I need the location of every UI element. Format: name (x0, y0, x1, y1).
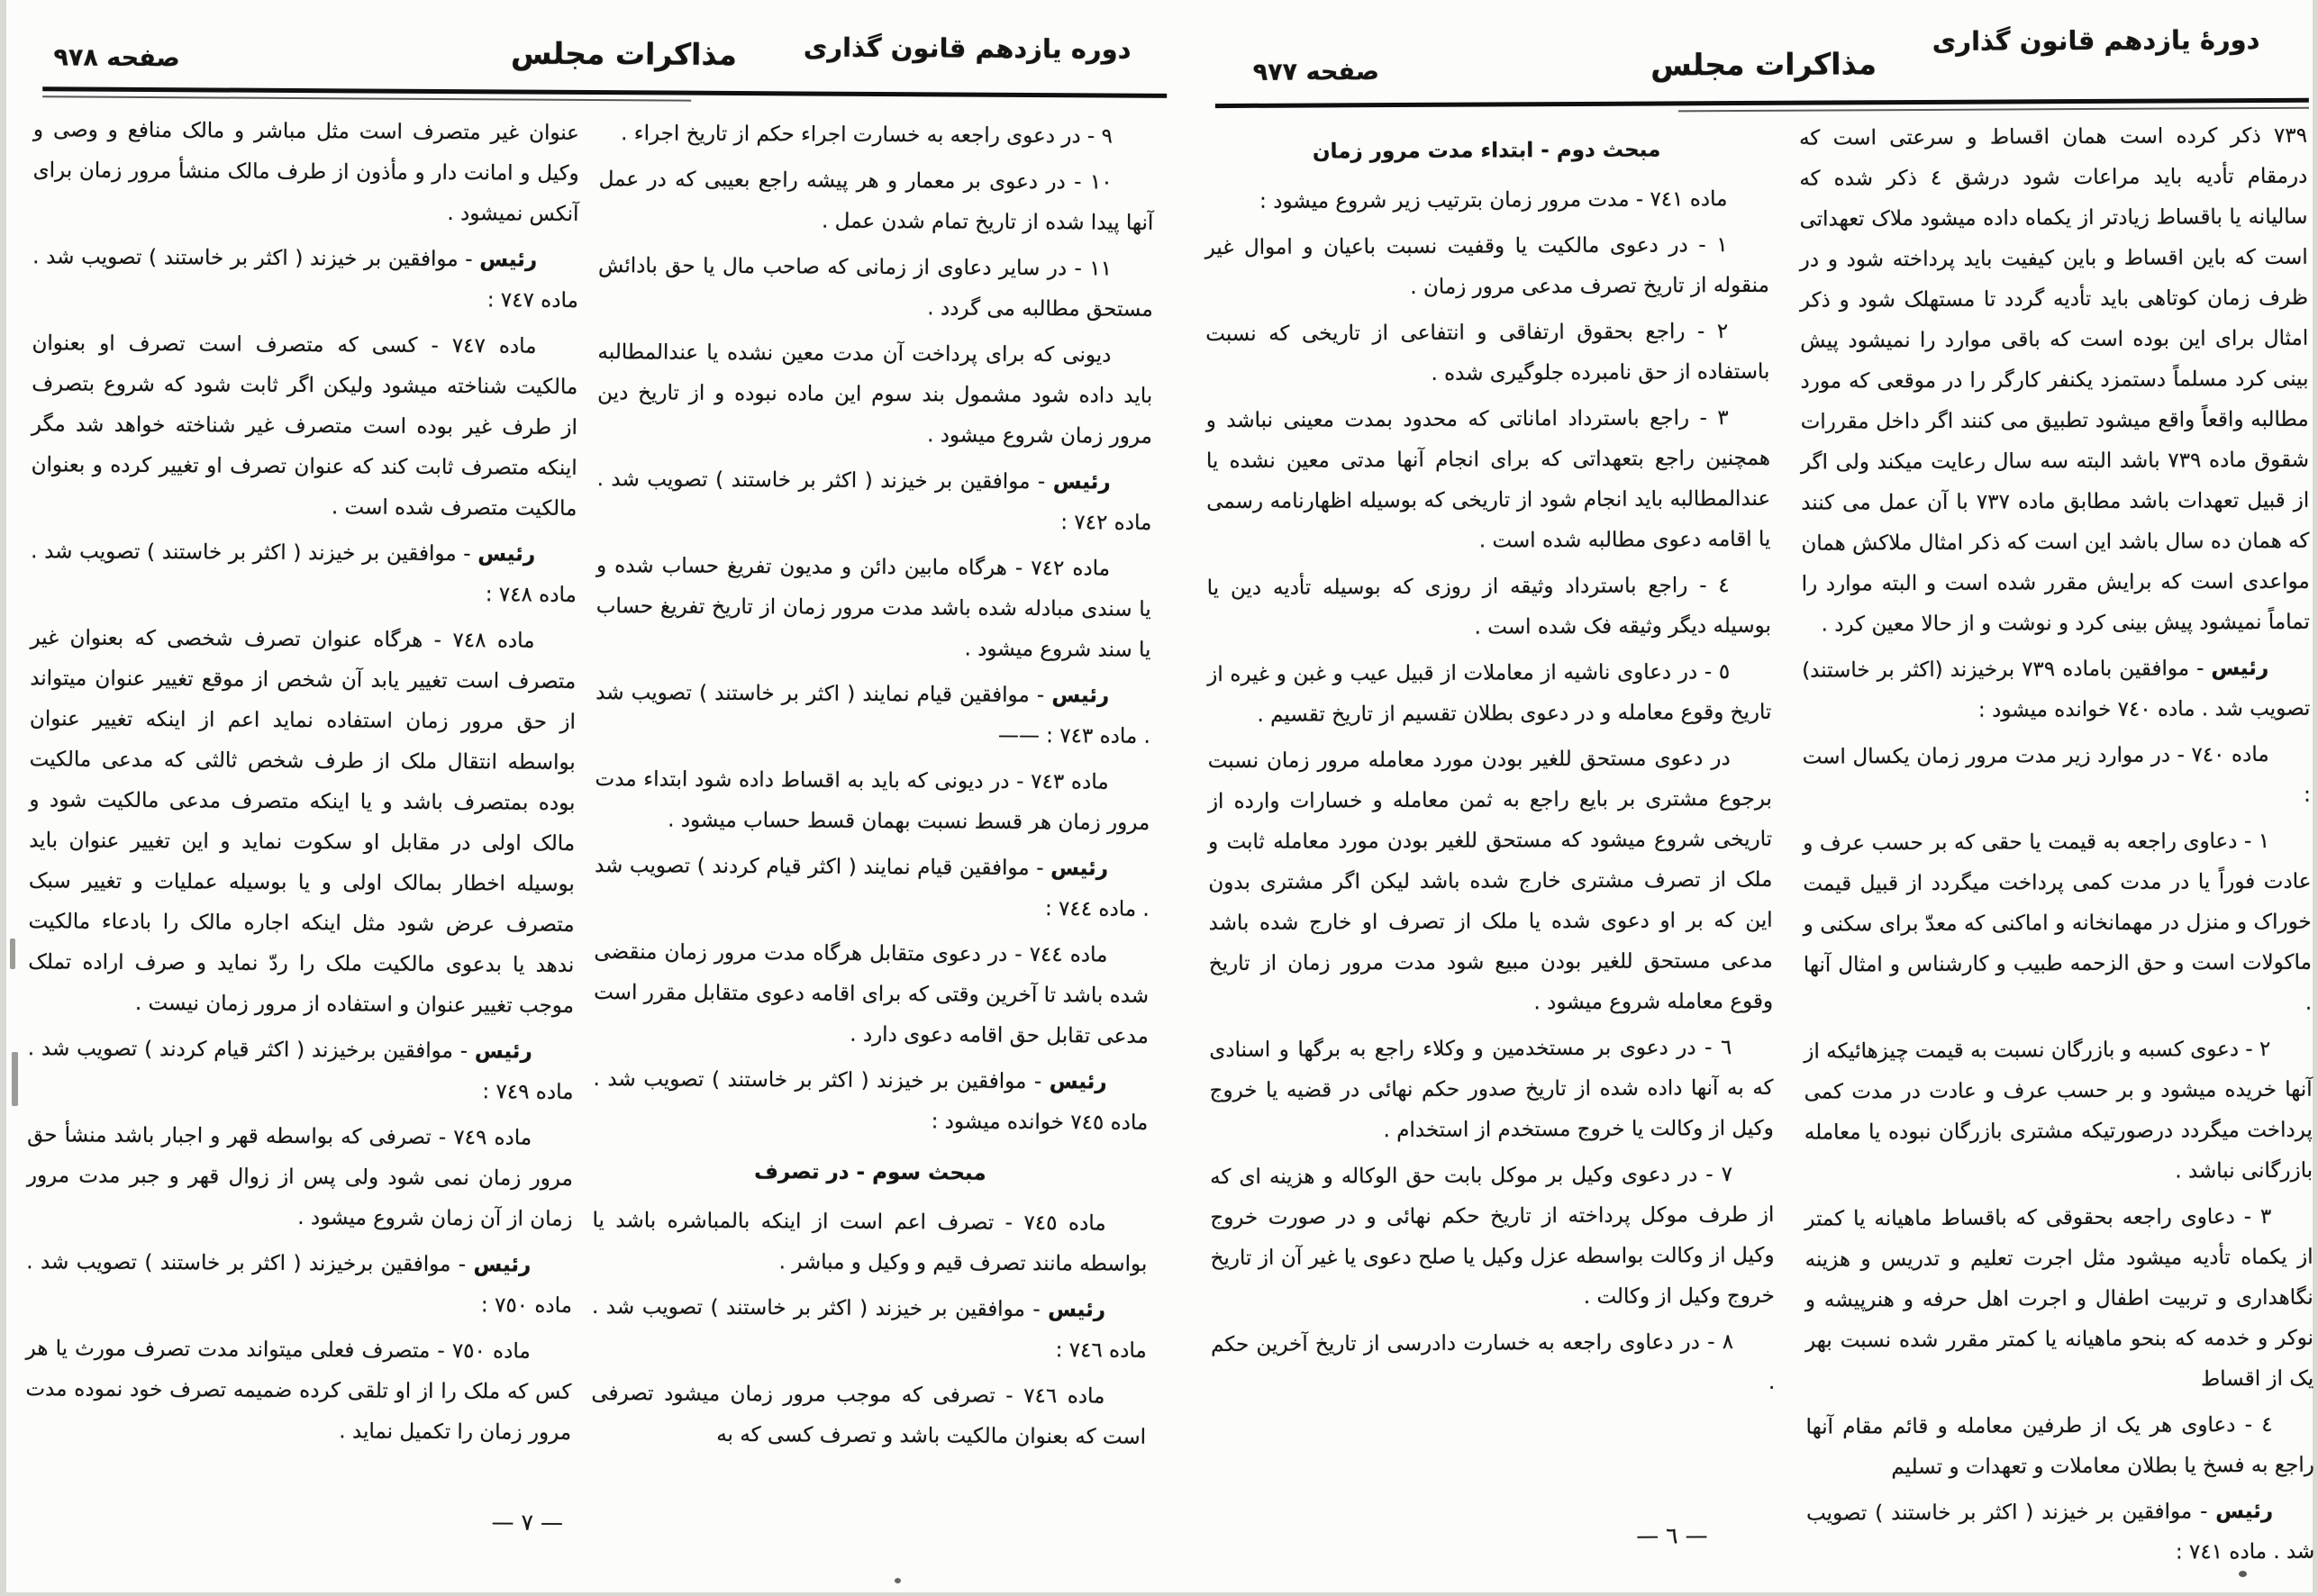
paragraph: ٧٣٩ ذکر کرده است همان اقساط و سرعتی است که درمقام تأدیه باید مراعات شود درشق ٤ ذکر شده که سالیانه یا باقساط زیادتر از یکماه داده میشود ملاک تعهداتی است که باین اقساط و باین کیفیت باید پرداخته شود و در ظرف زمان کوتاهی باید تأدیه گردد تا مستهلک شود و ذکر امثال برای این بوده است که باقی موارد را نمیشود پیش بینی کرد مسلماً دستمزد یکنفر کارگر را در موقعی که مورد مطالبه واقعاً واقع میشود تطبیق می کنند اگر داخل مقررات شقوق ماده ٧٣٩ باشد البته سه سال رعایت میکند ولی اگر از قبیل تعهدات باشد مطابق ماده ٧٣٧ با آن عمل می کنند که همان ده سال باشد این است که ذکر امثال ملاکش همان مواعدی است که برایش مقرر شده است و البته موارد را تماماً نمیشود پیش بینی کرد و نوشت و از حالا معین کرد . (1798, 123, 2310, 637)
paragraph: ٢ - راجع بحقوق ارتفاقی و انتفاعی از تاریخی که نسبت باستفاده از حق نامبرده جلوگیری شده . (1204, 320, 1769, 385)
paragraph: ٣ - دعاوی راجعه بحقوقی که باقساط ماهیانه یا کمتر از یکماه تأدیه میشود مثل اجرت تعلیم و تدریس و هزینه نگاهداری و تربیت اطفال و اجرت اهل حرفه و هنرپیشه و نوکر و خدمه که بنحو ماهیانه یا کمتر مقرر شده نسبت بهر یک از اقساط (1804, 1204, 2313, 1392)
journal-title: مذاکرات مجلس (510, 35, 737, 73)
speaker-name: رئیس (477, 542, 535, 567)
speaker-name: رئیس (478, 248, 537, 272)
column-left (1204, 119, 1775, 1513)
speaker-name: رئیس (474, 1039, 532, 1064)
column-right (1798, 116, 2314, 1564)
speaker-name: رئیس (2214, 1499, 2273, 1524)
page-number-label: صفحه ٩٧٨ (52, 43, 180, 73)
paragraph: ماده ٧٤٣ - در دیونی که باید به اقساط داده شود ابتداء مدت مرور زمان هر قسط نسبت بهمان قسط حساب میشود . (595, 767, 1150, 835)
paragraph: ماده ٧٤٥ - تصرف اعم است از اینکه بالمباشره باشد یا بواسطه مانند تصرف قیم و وکیل و مباشر . (592, 1209, 1147, 1276)
header-rule (1214, 98, 2308, 108)
paragraph: در دعوی مستحق للغیر بودن مورد معامله مرور زمان نسبت برجوع مشتری بر بایع راجع به ثمن معامله و خسارات وارده از تاریخی شروع میشود که مستحق للغیر بودن مورد معامله ثابت و ملک از تصرف مشتری خارج شده باشد لیکن اگر مشتری بدون این که بر او دعوی شده یا ملک از تصرف او خارج شده باشد مدعی مستحق للغیر بودن مبیع شود مدت مرور زمان از تاریخ وقوع معامله شروع میشود . (1207, 747, 1773, 1015)
paragraph: رئیس - موافقین بر خیزند ( اکثر بر خاستند ) تصویب شد . ماده ٧٤٨ : (30, 540, 577, 607)
column-left (24, 110, 578, 1505)
legislative-period-title: دورهٔ یازدهم قانون گذاری (1932, 23, 2260, 57)
paragraph: ١ - دعاوی راجعه به قیمت یا حقی که بر حسب عرف و عادت فوراً یا در مدت کمی پرداخت میگردد از قبیل قیمت خوراک و منزل در مهمانخانه و اماکنی که معدّ برای سکنی و ماکولات است و حق الزحمه طبیب و کارشناس و امثال آنها . (1802, 829, 2312, 1015)
scan-artifact-dot (895, 1578, 901, 1583)
journal-title: مذاکرات مجلس (1650, 46, 1877, 83)
paragraph: ماده ٧٤٨ - هرگاه عنوان تصرف شخصی که بعنوان غیر متصرف است تغییر یابد آن شخص از موقع تغییر عنوان میتواند از حق مرور زمان استفاده نماید اعم از اینکه تغییر عنوان بواسطه انتقال ملک از طرف شخص ثالثی که مدعی مالکیت بوده بمتصرف باشد و یا اینکه متصرف مدعی مالکیت شود و مالک اولی در مقابل او سکوت نماید و این تغییر عنوان باید بوسیله اخطار بمالک اولی و یا بوسیله عملیات و تغییر سبک متصرف عرض شود مثل اینکه اجاره مالک را بادعاء مالکیت ندهد یا بدعوی مالکیت ملک را ردّ نماید و صرف اراده تملک موجب تغییر عنوان و استفاده از مرور زمان نیست . (27, 626, 576, 1018)
paragraph: ماده ٧٤٢ - هرگاه مابین دائن و مدیون تفریغ حساب شده و یا سندی مبادله شده باشد مدت مرور زمان از تاریخ تفریغ حساب یا سند شروع میشود . (595, 554, 1151, 662)
paragraph: رئیس - موافقین قیام نمایند ( اکثر بر خاستند ) تصویب شد . ماده ٧٤٣ : —— (595, 681, 1150, 748)
paragraph: رئیس - موافقین بر خیزند ( اکثر بر خاستند ) تصویب شد . ماده ٧٤١ : (1805, 1499, 2314, 1564)
paragraph: رئیس - موافقین بر خیزند ( اکثر بر خاستند ) تصویب شد . ماده ٧٤٥ خوانده میشود : (592, 1067, 1148, 1135)
paragraph: ماده ٧٤٩ - تصرفی که بواسطه قهر و اجبار باشد منشأ حق مرور زمان نمی شود ولی پس از زوال قهر و جبر مدت مرور زمان از آن زمان شروع میشود . (26, 1123, 573, 1231)
paragraph: ٤ - راجع باسترداد وثیقه از روزی که بوسیله تأدیه دین یا بوسیله دیگر وثیقه فک شده است . (1206, 574, 1771, 639)
paragraph: ٧ - در دعوی وکیل بر موکل بابت حق الوکاله و هزینه ای که از طرف موکل پرداخته از تاریخ حکم نهائی و در صورت خروج وکیل از وکالت بواسطه عزل وکیل یا صلح دعوی یا غیر آن از تاریخ خروج وکیل از وکالت . (1209, 1163, 1775, 1309)
paragraph: ماده ٧٤٦ - تصرفی که موجب مرور زمان میشود تصرفی است که بعنوان مالکیت باشد و تصرف کسی که به (590, 1382, 1146, 1449)
header-rule-thin (42, 95, 691, 101)
sheet-number: — ٦ — (1635, 1522, 1708, 1549)
paragraph: دیونی که برای پرداخت آن مدت معین نشده یا عندالمطالبه باید داده شود مشمول بند سوم این ماده نبوده و از تاریخ دین مرور زمان شروع میشود . (596, 340, 1152, 449)
paragraph: ماده ٧٥٠ - متصرف فعلی میتواند مدت تصرف مورث یا هر کس که ملک را از او تلقی کرده ضمیمه تصرف خود نموده مدت مرور زمان را تکمیل نماید . (24, 1337, 571, 1445)
paragraph: ماده ٧٤١ - مدت مرور زمان بترتیب زیر شروع میشود : (1259, 187, 1727, 213)
paragraph: رئیس - موافقین برخیزند ( اکثر قیام کردند ) تصویب شد . ماده ٧٤٩ : (27, 1037, 574, 1104)
paragraph: رئیس - موافقین بر خیزند ( اکثر بر خاستند ) تصویب شد . ماده ٧٤٧ : (32, 245, 578, 313)
speaker-name: رئیس (1050, 684, 1109, 708)
paragraph: رئیس - موافقین برخیزند ( اکثر بر خاستند ) تصویب شد . ماده ٧٥٠ : (25, 1250, 572, 1318)
legislative-period-title: دوره یازدهم قانون گذاری (803, 32, 1132, 65)
page-977 (1173, 0, 2318, 1595)
paragraph: ٥ - در دعاوی ناشیه از معاملات از قبیل عیب و غبن و غیره از تاریخ وقوع معامله و در دعوی بطلان تقسیم از تاریخ تقسیم . (1206, 660, 1771, 727)
scan-artifact-dot (2239, 1571, 2247, 1577)
paragraph: ماده ٧٤٧ - کسی که متصرف است تصرف او بعنوان مالکیت شناخته میشود ولیکن اگر ثابت شود که شروع بتصرف از طرف غیر بوده است متصرف غیر شناخته خواهد شد مگر اینکه متصرف ثابت کند که عنوان تصرف او تغییر کرده و بعنوان مالکیت متصرف شده است . (31, 331, 577, 521)
speaker-name: رئیس (2210, 656, 2268, 681)
section-heading: مبحث سوم - در تصرف (753, 1160, 986, 1185)
paragraph: رئیس - موافقین بر خیزند ( اکثر بر خاستند ) تصویب شد . ماده ٧٤٢ : (596, 467, 1151, 535)
speaker-name: رئیس (472, 1253, 531, 1277)
column-right (590, 113, 1153, 1509)
speaker-name: رئیس (1050, 857, 1108, 881)
scanned-document-sheet (6, 0, 2313, 1592)
paragraph: رئیس - موافقین بر خیزند ( اکثر بر خاستند ) تصویب شد . ماده ٧٤٦ : (591, 1295, 1147, 1363)
paragraph: رئیس - موافقین باماده ٧٣٩ برخیزند (اکثر بر خاستند) تصویب شد . ماده ٧٤٠ خوانده میشود : (1801, 656, 2310, 722)
binding-mark (10, 939, 15, 969)
paragraph: ٨ - در دعاوی راجعه به خسارت دادرسی از تاریخ آخرین حکم . (1210, 1330, 1775, 1394)
section-heading: مبحث دوم - ابتداء مدت مرور زمان (1312, 138, 1660, 164)
sheet-number: — ٧ — (490, 1509, 563, 1536)
paragraph: ٢ - دعوی کسبه و بازرگان نسبت به قیمت چیزهائیکه از آنها خریده میشود و بر حسب عرف و عادت در مدت کمی پرداخت میگردد درصورتیکه مشتری بازرگان نبوده یا معامله بازرگانی نباشد . (1803, 1037, 2313, 1183)
paragraph: ٦ - در دعوی بر مستخدمین و وکلاء راجع به برگها و اسنادی که به آنها داده شده از تاریخ صدور حکم نهائی در قضیه یا خروج وکیل از وکالت یا خروج مستخدم از استخدام . (1208, 1036, 1774, 1143)
speaker-name: رئیس (1052, 470, 1111, 494)
paragraph: رئیس - موافقین قیام نمایند ( اکثر قیام کردند ) تصویب شد . ماده ٧٤٤ : (594, 854, 1150, 921)
header-rule-thin (1677, 107, 2308, 113)
paragraph: ٤ - دعاوی هر یک از طرفین معامله و قائم مقام آنها راجع به فسخ یا بطلان معاملات و تعهدات و تسلیم (1804, 1412, 2314, 1480)
paragraph: ماده ٧٤٠ - در موارد زیر مدت مرور زمان یکسال است : (1802, 742, 2311, 807)
paragraph: ٩ - در دعوی راجعه به خسارت اجراء حکم از تاریخ اجراء . (620, 122, 1113, 149)
binding-mark (12, 1052, 18, 1106)
page-number-label: صفحه ٩٧٧ (1252, 58, 1379, 86)
paragraph: ١٠ - در دعوی بر معمار و هر پیشه راجع بعیبی که در عمل آنها پیدا شده از تاریخ تمام شدن عمل . (598, 168, 1153, 235)
paragraph: ١ - در دعوی مالکیت یا وقفیت نسبت باعیان و اموال غیر منقوله از تاریخ تصرف مدعی مرور زمان . (1204, 233, 1769, 299)
speaker-name: رئیس (1049, 1070, 1107, 1094)
speaker-name: رئیس (1047, 1298, 1105, 1322)
paragraph: ٣ - راجع باسترداد اماناتی که محدود بمدت معینی نباشد و همچنین راجع بتعهداتی که برای انجام آنها مدتی معین نشده یا عندالمطالبه باید انجام شود از تاریخی که بوسیله اظهارنامه رسمی یا اقامه دعوی مطالبه شده است . (1205, 406, 1770, 553)
paragraph: ١١ - در سایر دعاوی از زمانی که صاحب مال یا حق بادائش مستحق مطالبه می گردد . (597, 254, 1153, 322)
paragraph: ماده ٧٤٤ - در دعوی متقابل هرگاه مدت مرور زمان منقضی شده باشد تا آخرین وقتی که برای اقامه دعوی متقابل مقرر است مدعی تقابل حق اقامه دعوی دارد . (593, 940, 1149, 1048)
paragraph: عنوان غیر متصرف است مثل مباشر و مالک منافع و وصی و وکیل و امانت دار و مأذون از طرف مالک منشأ مرور زمان برای آنکس نمیشود . (32, 118, 579, 226)
